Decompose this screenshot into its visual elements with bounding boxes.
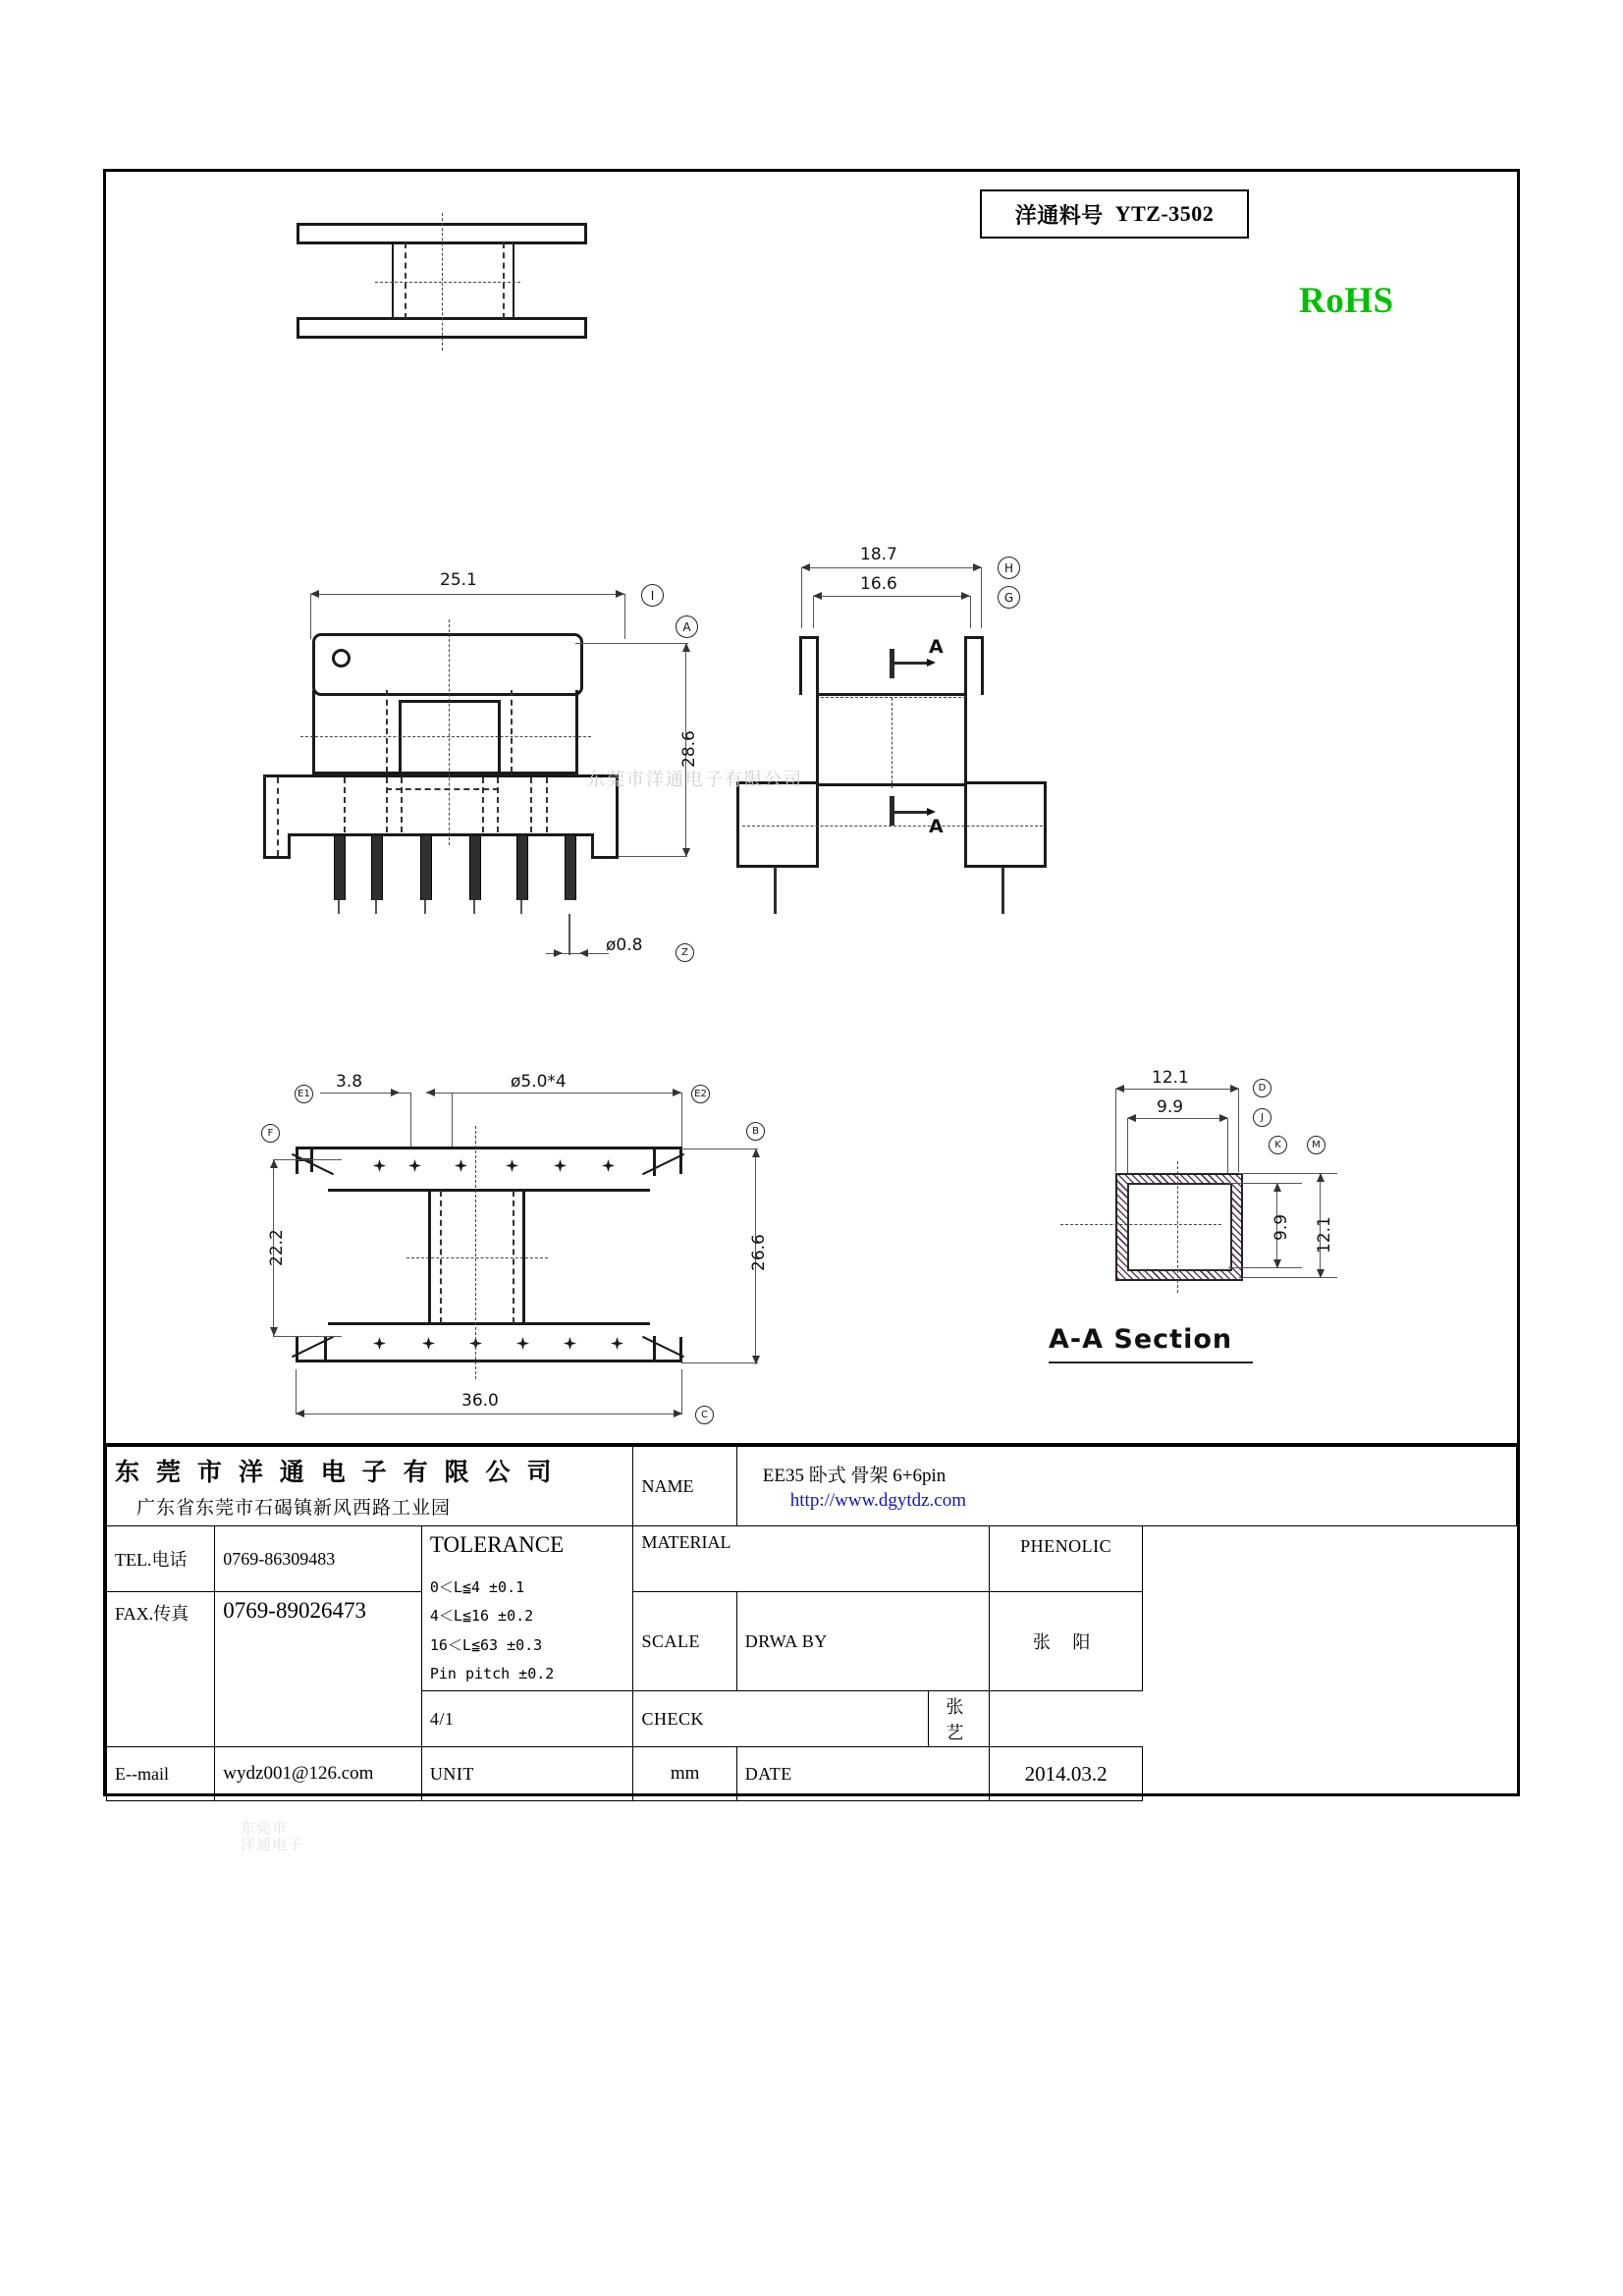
pin-4-tip: [473, 900, 475, 914]
section-title-underline: [1049, 1362, 1253, 1363]
company-address-cn: 广东省东莞市石碣镇新风西路工业园: [136, 1498, 452, 1519]
company-cell: [107, 1447, 633, 1526]
front-view-base-hidden-8: [546, 777, 548, 832]
check-value: 张 艺: [929, 1691, 990, 1747]
pin-5: [516, 836, 528, 900]
top-view-lower-flange-right: [584, 317, 587, 339]
name-value-cell: [736, 1447, 1516, 1526]
front-view-dim-25-1-line: [310, 594, 624, 595]
bottom-view-bot-plate-chamfer-r: [642, 1336, 684, 1358]
bottom-view-center-line-h: [406, 1257, 548, 1258]
side-view-pin-left: [774, 867, 777, 914]
bottom-view-dim-36-line: [296, 1414, 682, 1415]
section-ext-right-bot2: [1228, 1267, 1302, 1268]
side-view-base-left-bottom: [736, 865, 819, 868]
balloon-E1: E1: [295, 1085, 313, 1103]
company-url[interactable]: http://www.dgytdz.com: [789, 1490, 967, 1511]
tolerance-line-2: 4＜L≦16 ±0.2: [429, 1607, 534, 1626]
front-view-ext-line-left: [310, 594, 311, 639]
section-dim-12-1-top-arrow-l: [1115, 1085, 1124, 1093]
section-dim-12-1-right-arrow-d: [1317, 1269, 1325, 1278]
section-ext-12-1-r: [1238, 1089, 1239, 1172]
bottom-view-hole-l1: [373, 1337, 386, 1350]
side-view-dim-18-7-text: 18.7: [860, 545, 897, 564]
bottom-view-bot-plate-right: [679, 1337, 682, 1362]
bottom-view-ext-c: [681, 1093, 682, 1148]
side-view-center-line-h2: [742, 826, 1043, 827]
bottom-view-dim-26-6-arrow-u: [752, 1148, 760, 1157]
section-dim-9-9-right-arrow-u: [1273, 1183, 1281, 1192]
section-dim-12-1-right-arrow-u: [1317, 1173, 1325, 1182]
balloon-A: A: [676, 615, 698, 638]
front-view-base-bottom-left: [263, 856, 291, 859]
tel-label: TEL.电话: [107, 1526, 215, 1592]
balloon-B: B: [746, 1122, 765, 1141]
side-view-wall-left-top: [799, 636, 819, 639]
bottom-view-hole-l6: [611, 1337, 623, 1350]
section-ext-9-9-r: [1227, 1118, 1228, 1173]
side-view-body-left: [816, 693, 819, 786]
side-view-base-right-wall2: [964, 781, 967, 868]
bottom-view-hole-u5: [554, 1159, 567, 1172]
material-label-cell: MATERIAL: [633, 1526, 990, 1592]
side-view-ext-16-6-l: [813, 596, 814, 628]
part-number-label: 洋通料号: [1014, 202, 1104, 228]
bottom-view-dim-36-arrow-l: [296, 1410, 304, 1417]
section-dim-12-1-right-text: 12.1: [1315, 1216, 1334, 1254]
title-block-table: [106, 1446, 1517, 1801]
side-view-dim-16-6-arrow-r: [961, 592, 970, 600]
unit-label: UNIT: [421, 1747, 633, 1801]
front-view-hidden-core-right: [511, 690, 513, 773]
bottom-view-dim-22-2-arrow-d: [270, 1327, 278, 1336]
pin-5-tip: [520, 900, 522, 914]
ghost-watermark: [241, 1821, 303, 1853]
bottom-view-hole-u3: [455, 1159, 467, 1172]
front-view-dim-pin-arrow-r: [579, 949, 588, 957]
section-dim-12-1-top-line: [1115, 1089, 1239, 1090]
bottom-view-dim-26-6-text: 26.6: [749, 1234, 769, 1271]
bottom-view-dim-pitch-line: [426, 1093, 681, 1094]
section-dim-9-9-top-text: 9.9: [1157, 1097, 1184, 1117]
section-center-line-v: [1177, 1161, 1178, 1293]
side-view-base-right-bottom: [964, 865, 1047, 868]
front-view-center-line-h: [300, 736, 591, 737]
side-view-wall-left-inner: [816, 636, 819, 695]
side-view-wall-right-top: [964, 636, 984, 639]
side-view-base-left-top: [736, 781, 819, 784]
side-view-pin-right: [1001, 867, 1004, 914]
section-dim-9-9-top-line: [1127, 1118, 1228, 1119]
top-view-web-left: [392, 242, 394, 319]
section-a-a-view: [1009, 1067, 1441, 1391]
front-view-base-left-outer: [263, 774, 266, 859]
product-name-value: EE35 卧式 骨架 6+6pin: [762, 1466, 947, 1486]
side-view-body-top: [816, 693, 967, 696]
front-view-base-hidden-h: [386, 788, 499, 790]
top-view: [289, 199, 603, 361]
top-view-lower-flange-left: [297, 317, 299, 339]
front-view-base-hidden-6: [497, 777, 499, 832]
bottom-view: [234, 1065, 813, 1458]
email-label: E--mail: [107, 1747, 215, 1801]
drawn-by-label: DRWA BY: [736, 1592, 990, 1691]
watermark-center: 东莞市洋通电子有限公司: [587, 770, 803, 789]
bottom-view-hole-u6: [602, 1159, 615, 1172]
front-view-base-hidden-3: [386, 777, 388, 832]
bottom-view-bot-plate-sep-r: [653, 1336, 656, 1362]
front-view-base-hidden-2: [344, 777, 346, 832]
section-mark-bottom-arrow-line: [894, 811, 930, 814]
pin-3-tip: [424, 900, 426, 914]
bottom-view-top-plate-chamfer-r: [642, 1153, 684, 1175]
scale-label: SCALE: [633, 1592, 736, 1691]
scale-value: 4/1: [421, 1691, 633, 1747]
fax-label: FAX.传真: [107, 1592, 215, 1747]
part-number-value: YTZ-3502: [1114, 201, 1215, 226]
bottom-view-ext-36-r: [681, 1369, 682, 1415]
table-row-tel: [107, 1526, 1517, 1592]
section-letter-top: A: [929, 636, 944, 658]
bottom-view-center-line-v: [475, 1126, 476, 1379]
bottom-view-dim-pitch-text: ø5.0*4: [511, 1072, 567, 1092]
front-view-body-left: [312, 690, 315, 774]
front-view-dim-25-1-arrow-right: [616, 590, 624, 598]
front-view-dim-25-1-text: 25.1: [440, 570, 477, 590]
side-view-dim-18-7-line: [801, 567, 982, 568]
bottom-view-plate-sep-r: [653, 1147, 656, 1176]
bottom-view-bot-plate-sep-l: [324, 1336, 327, 1362]
section-ext-right-top2: [1228, 1183, 1302, 1184]
pin-4: [469, 836, 481, 900]
front-view-hidden-core-left: [386, 690, 388, 773]
side-view-wall-left-outer: [799, 636, 802, 695]
tolerance-label: TOLERANCE: [429, 1532, 565, 1557]
balloon-M: M: [1307, 1136, 1325, 1154]
bottom-view-top-plate-bottom: [328, 1189, 650, 1192]
section-ext-9-9-l: [1127, 1118, 1128, 1173]
date-value: 2014.03.2: [990, 1747, 1142, 1801]
front-view-core-top: [399, 700, 501, 703]
company-name-cn: 东 莞 市 洋 通 电 子 有 限 公 司: [115, 1459, 557, 1486]
table-row-email: [107, 1747, 1517, 1801]
section-center-line-h: [1060, 1224, 1221, 1225]
section-ext-12-1-l: [1115, 1089, 1116, 1172]
side-view-base-left-outer: [736, 781, 739, 868]
bottom-view-bot-plate-top: [328, 1322, 650, 1325]
top-view-upper-flange-right: [584, 223, 587, 244]
bottom-view-ext-a: [410, 1093, 411, 1148]
pin-6: [565, 836, 576, 900]
balloon-K: K: [1269, 1136, 1287, 1154]
tolerance-line-3: 16＜L≦63 ±0.3: [429, 1635, 543, 1654]
front-view-base-bottom-right: [591, 856, 619, 859]
side-view-ext-18-7-l: [801, 567, 802, 628]
bottom-view-top-plate-right: [679, 1147, 682, 1174]
front-view-body-right: [575, 690, 578, 774]
section-letter-bottom: A: [929, 816, 944, 837]
bottom-view-ext-22-2-bot: [273, 1336, 342, 1337]
section-dim-9-9-right-arrow-d: [1273, 1259, 1281, 1268]
balloon-J: J: [1253, 1108, 1271, 1127]
side-view-dim-16-6-arrow-l: [813, 592, 822, 600]
section-mark-bottom-arrow: [927, 808, 936, 816]
front-view-base-top: [263, 774, 619, 777]
side-view-center-line-h1: [821, 697, 966, 698]
balloon-D: D: [1253, 1079, 1271, 1097]
front-view-base-hidden-5: [482, 777, 484, 832]
bottom-view-hole-l4: [516, 1337, 529, 1350]
section-inner-square: [1127, 1183, 1232, 1271]
front-view-ext-line-right: [624, 594, 625, 639]
bottom-view-ext-22-2-top: [273, 1159, 342, 1160]
check-label: CHECK: [633, 1691, 929, 1747]
drawn-by-value: 张 阳: [990, 1592, 1142, 1691]
front-view-top-cap: [312, 633, 583, 696]
email-value[interactable]: wydz001@126.com: [215, 1747, 422, 1801]
balloon-Z: Z: [676, 943, 694, 962]
bottom-view-hole-u2: [408, 1159, 421, 1172]
front-view-dim-pin-text: ø0.8: [606, 935, 643, 955]
fax-email-cell: [215, 1592, 422, 1747]
balloon-H: H: [998, 557, 1020, 579]
front-view-dim-28-6-text: 28.6: [679, 730, 699, 768]
side-view-wall-right-outer: [981, 636, 984, 695]
section-title: A-A Section: [1049, 1324, 1233, 1355]
name-label-cell: NAME: [633, 1447, 736, 1526]
section-dim-9-9-right-text: 9.9: [1271, 1213, 1291, 1241]
fax-value: 0769-89026473: [223, 1598, 366, 1623]
bottom-view-ext-26-6-bot: [681, 1362, 758, 1363]
section-dim-9-9-top-arrow-l: [1127, 1114, 1136, 1122]
side-view-base-right-outer: [1044, 781, 1047, 868]
bottom-view-top-plate-top: [296, 1147, 682, 1149]
bottom-view-dim-3-8-arrow: [391, 1089, 400, 1096]
side-view-base-right-top: [964, 781, 1047, 784]
balloon-G: G: [998, 586, 1020, 609]
balloon-E2: E2: [691, 1085, 710, 1103]
side-view-center-line-v: [892, 698, 893, 788]
bottom-view-dim-22-2-arrow-u: [270, 1159, 278, 1168]
bottom-view-hole-l2: [422, 1337, 435, 1350]
front-view-base-hidden-4: [401, 777, 403, 832]
material-value-cell: PHENOLIC: [990, 1526, 1142, 1592]
tel-value: 0769-86309483: [215, 1526, 422, 1592]
bottom-view-ext-26-6-top: [681, 1148, 758, 1149]
ghost-line-1: 东莞市: [241, 1820, 289, 1837]
pin-6-tip: [568, 914, 570, 955]
pin-1-tip: [338, 900, 340, 914]
date-label: DATE: [736, 1747, 990, 1801]
front-view-dim-25-1-arrow-left: [310, 590, 319, 598]
side-view-base-left-wall2: [816, 781, 819, 868]
bottom-view-dim-22-2-text: 22.2: [267, 1229, 287, 1266]
tolerance-line-1: 0＜L≦4 ±0.1: [429, 1578, 525, 1596]
title-block: [106, 1443, 1517, 1796]
front-view-base-right-outer: [616, 774, 619, 859]
balloon-F: F: [261, 1124, 280, 1143]
section-mark-top-arrow: [927, 659, 936, 667]
balloon-C: C: [695, 1406, 714, 1424]
bottom-view-dim-pitch-arrow-r: [673, 1089, 681, 1096]
side-view-wall-right-inner: [964, 636, 967, 695]
rohs-mark: RoHS: [1299, 281, 1394, 321]
bottom-view-hole-u4: [506, 1159, 518, 1172]
table-row-company: [107, 1447, 1517, 1526]
side-view-body-right: [964, 693, 967, 786]
side-view-dim-18-7-arrow-l: [801, 563, 810, 571]
pin-2-tip: [375, 900, 377, 914]
part-number-box: [980, 189, 1249, 239]
side-view-ext-18-7-r: [981, 567, 982, 628]
drawing-sheet-frame: [103, 169, 1520, 1796]
bottom-view-bot-plate-left: [296, 1337, 298, 1362]
front-view-center-line-v: [449, 619, 450, 845]
tolerance-cell: [421, 1526, 633, 1691]
balloon-I: I: [641, 584, 664, 607]
front-view-base-hidden-1: [277, 777, 279, 856]
pin-2: [371, 836, 383, 900]
top-view-upper-flange-left: [297, 223, 299, 244]
top-view-hidden-bore-left: [405, 242, 406, 319]
bottom-view-dim-pitch-arrow-l: [426, 1089, 435, 1096]
ghost-line-2: 洋通电子: [241, 1836, 304, 1853]
front-view-dim-pin-arrow-l: [554, 949, 563, 957]
pin-3: [420, 836, 432, 900]
side-view-dim-16-6-line: [813, 596, 970, 597]
bottom-view-hole-l5: [564, 1337, 576, 1350]
side-view: [656, 533, 1019, 965]
side-view-ext-16-6-r: [970, 596, 971, 628]
pin-1: [334, 836, 346, 900]
top-view-web-right: [513, 242, 514, 319]
bottom-view-bot-plate-bottom: [296, 1360, 682, 1362]
front-view-base-hidden-7: [530, 777, 532, 832]
bottom-view-dim-3-8-text: 3.8: [336, 1072, 363, 1092]
bottom-view-ext-36-l: [296, 1369, 297, 1415]
table-row-fax: [107, 1592, 1517, 1691]
section-mark-top-arrow-line: [894, 662, 930, 665]
side-view-dim-16-6-text: 16.6: [860, 574, 897, 594]
bottom-view-dim-36-text: 36.0: [461, 1391, 499, 1411]
top-view-hidden-bore-right: [503, 242, 505, 319]
bottom-view-ext-b: [452, 1093, 453, 1148]
top-view-center-line-h: [375, 282, 520, 283]
tolerance-line-4: Pin pitch ±0.2: [429, 1664, 555, 1682]
section-dim-12-1-top-text: 12.1: [1152, 1068, 1189, 1088]
unit-value: mm: [633, 1747, 736, 1801]
front-view-cap-hole: [332, 649, 351, 667]
bottom-view-hole-u1: [373, 1159, 386, 1172]
